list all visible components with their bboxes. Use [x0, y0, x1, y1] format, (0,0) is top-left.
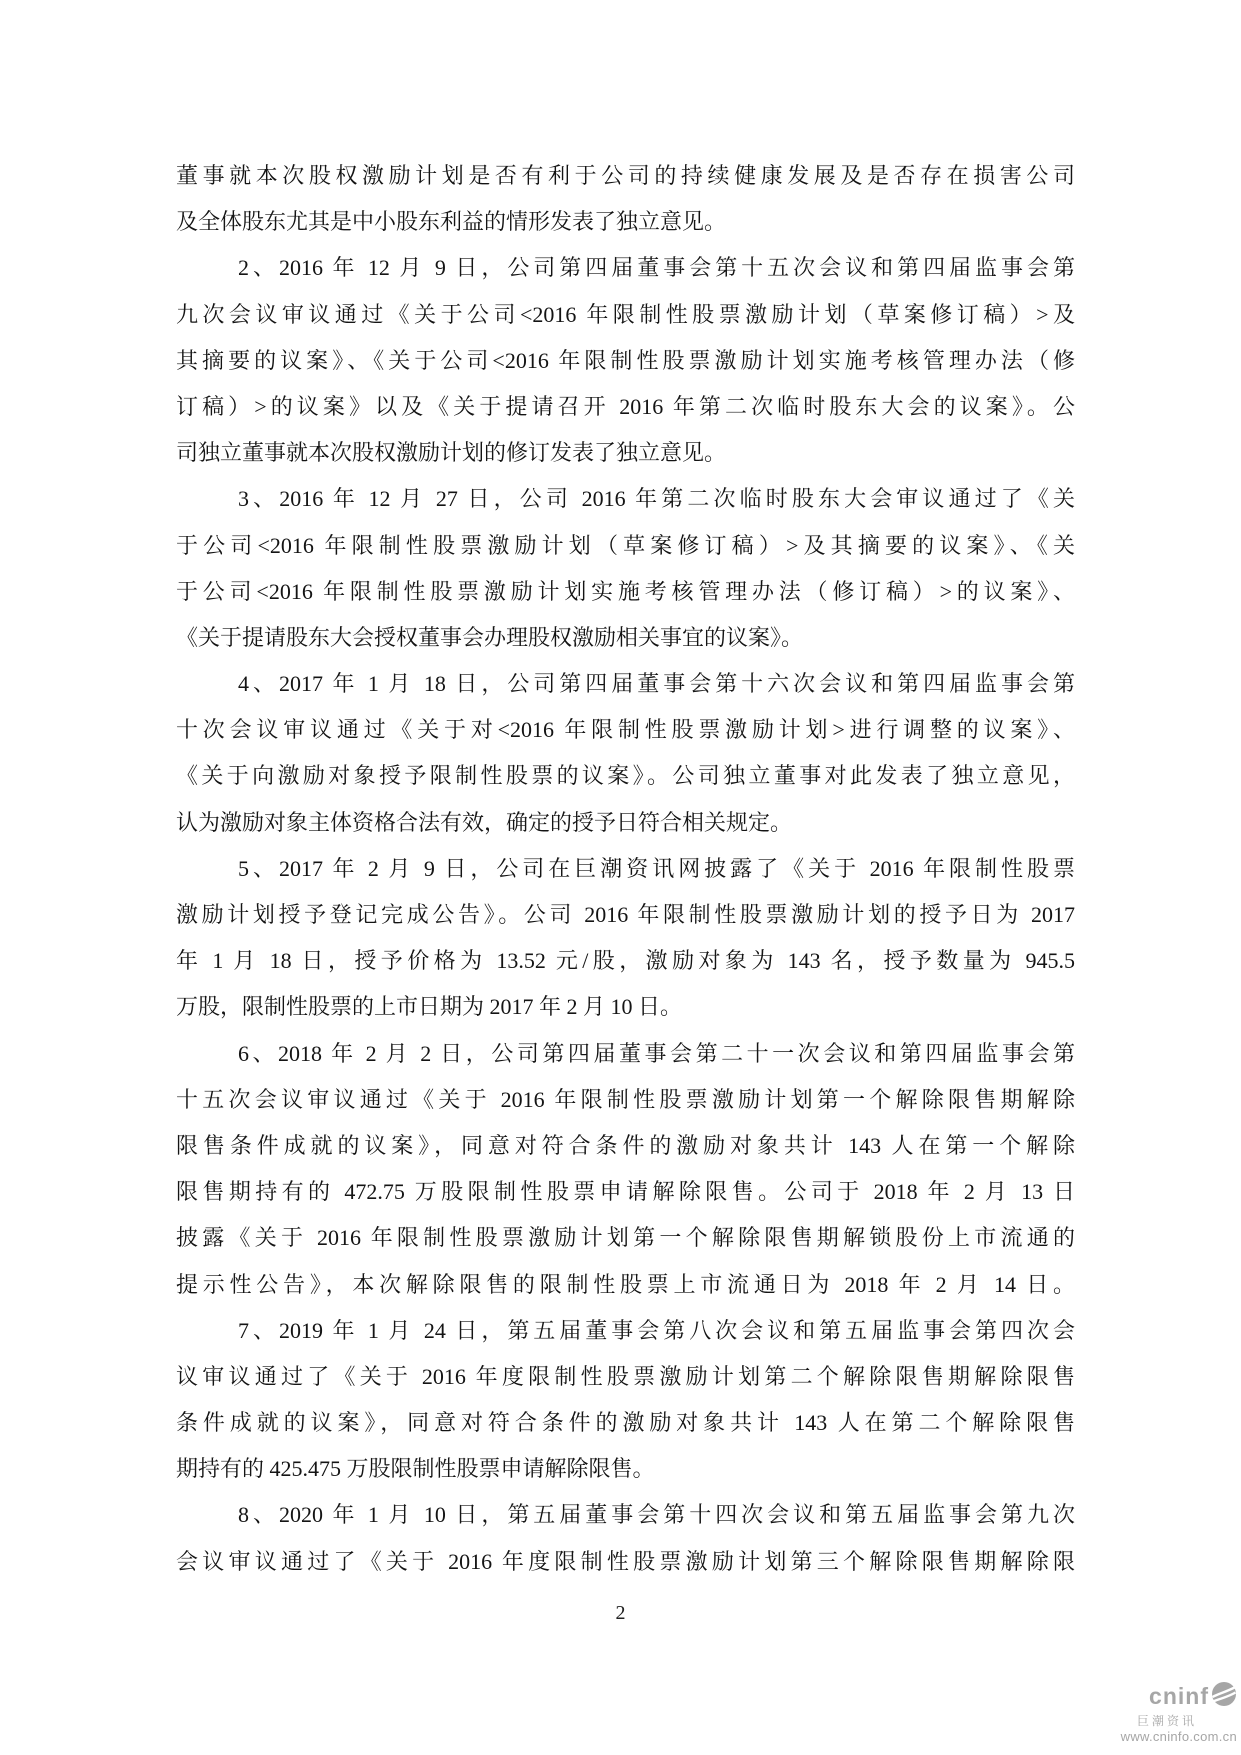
text-line: 2、2016 年 12 月 9 日，公司第四届董事会第十五次会议和第四届监事会第	[238, 255, 1075, 281]
text-line: 3、2016 年 12 月 27 日，公司 2016 年第二次临时股东大会审议通过了《关	[238, 486, 1075, 512]
text-line: 年 1 月 18 日，授予价格为 13.52 元/股，激励对象为 143 名，授予数量为 945.5	[176, 948, 1075, 974]
text-line: 订稿）>的议案》以及《关于提请召开 2016 年第二次临时股东大会的议案》。公	[176, 393, 1075, 419]
text-line: 《关于向激励对象授予限制性股票的议案》。公司独立董事对此发表了独立意见，	[176, 763, 1075, 789]
text-line: 提示性公告》，本次解除限售的限制性股票上市流通日为 2018 年 2 月 14 日。	[176, 1271, 1075, 1297]
text-line: 十五次会议审议通过《关于 2016 年限制性股票激励计划第一个解除限售期解除	[176, 1086, 1075, 1112]
text-line: 十次会议审议通过《关于对<2016 年限制性股票激励计划>进行调整的议案》、	[176, 717, 1075, 743]
cninfo-logo-url: www.cninfo.com.cn	[1120, 1729, 1237, 1744]
document-body	[176, 153, 1075, 1585]
text-line: 限售期持有的 472.75 万股限制性股票申请解除限售。公司于 2018 年 2 月 13 日	[176, 1179, 1075, 1205]
text-line: 于公司<2016 年限制性股票激励计划实施考核管理办法（修订稿）>的议案》、	[176, 578, 1075, 604]
text-line: 8、2020 年 1 月 10 日，第五届董事会第十四次会议和第五届监事会第九次	[238, 1502, 1075, 1528]
text-line: 限售条件成就的议案》，同意对符合条件的激励对象共计 143 人在第一个解除	[176, 1132, 1075, 1158]
text-line: 激励计划授予登记完成公告》。公司 2016 年限制性股票激励计划的授予日为 2017	[176, 902, 1075, 927]
text-line: 董事就本次股权激励计划是否有利于公司的持续健康发展及是否存在损害公司	[176, 163, 1075, 188]
text-line: 期持有的 425.475 万股限制性股票申请解除限售。	[176, 1456, 655, 1482]
text-line: 司独立董事就本次股权激励计划的修订发表了独立意见。	[176, 440, 727, 466]
cninfo-swirl-icon	[1211, 1681, 1237, 1711]
text-line: 披露《关于 2016 年限制性股票激励计划第一个解除限售期解锁股份上市流通的	[176, 1225, 1075, 1251]
cninfo-logo-row	[1121, 1681, 1237, 1711]
text-line: 7、2019 年 1 月 24 日，第五届董事会第八次会议和第五届监事会第四次会	[238, 1317, 1075, 1343]
text-line: 其摘要的议案》、《关于公司<2016 年限制性股票激励计划实施考核管理办法（修	[176, 347, 1075, 373]
text-line: 4、2017 年 1 月 18 日，公司第四届董事会第十六次会议和第四届监事会第	[238, 671, 1075, 697]
text-line: 会议审议通过了《关于 2016 年度限制性股票激励计划第三个解除限售期解除限	[176, 1548, 1075, 1574]
text-line: 万股，限制性股票的上市日期为 2017 年 2 月 10 日。	[176, 994, 683, 1020]
page-number: 2	[615, 1602, 626, 1624]
cninfo-logo-chinese: 巨潮资讯	[1136, 1714, 1197, 1728]
text-line: 及全体股东尤其是中小股东利益的情形发表了独立意见。	[176, 209, 727, 235]
text-line: 九次会议审议通过《关于公司<2016 年限制性股票激励计划（草案修订稿）>及	[176, 301, 1075, 327]
cninfo-logo	[1121, 1681, 1237, 1743]
text-line: 议审议通过了《关于 2016 年度限制性股票激励计划第二个解除限售期解除限售	[176, 1363, 1075, 1389]
text-line: 于公司<2016 年限制性股票激励计划（草案修订稿）>及其摘要的议案》、《关	[176, 532, 1075, 558]
text-line: 条件成就的议案》，同意对符合条件的激励对象共计 143 人在第二个解除限售	[176, 1410, 1075, 1436]
cninfo-logo-wordmark: cninf	[1149, 1682, 1209, 1709]
text-line: 认为激励对象主体资格合法有效，确定的授予日符合相关规定。	[176, 809, 793, 835]
text-line: 5、2017 年 2 月 9 日，公司在巨潮资讯网披露了《关于 2016 年限制性股票	[238, 855, 1075, 881]
text-line: 《关于提请股东大会授权董事会办理股权激励相关事宜的议案》。	[176, 624, 804, 650]
text-line: 6、2018 年 2 月 2 日，公司第四届董事会第二十一次会议和第四届监事会第	[238, 1040, 1075, 1066]
